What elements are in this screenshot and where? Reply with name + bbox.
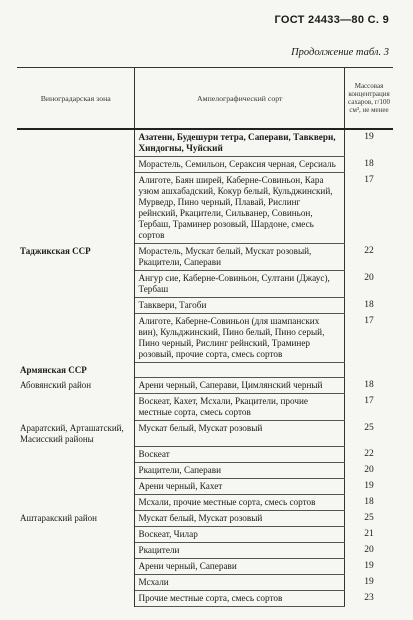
table-row <box>17 129 393 157</box>
table-row <box>17 575 393 591</box>
zone-cell <box>17 495 135 511</box>
variety-cell <box>135 363 345 378</box>
table-row <box>17 244 393 271</box>
zone-cell <box>17 298 135 314</box>
table-row <box>17 314 393 363</box>
page-header-standard: ГОСТ 24433—80 С. 9 <box>274 14 389 26</box>
zone-cell <box>17 394 135 421</box>
zone-cell: Аштаракский район <box>17 511 135 527</box>
variety-cell: Ркацители, Саперави <box>135 463 345 479</box>
zone-cell <box>17 447 135 463</box>
table-row <box>17 271 393 298</box>
zone-cell: Таджикская ССР <box>17 244 135 271</box>
table-row <box>17 157 393 173</box>
sugar-value-cell: 18 <box>364 299 374 310</box>
table-row <box>17 511 393 527</box>
sugar-value-cell: 19 <box>364 560 374 571</box>
zone-cell: Араратский, Арташатский, Масисский районы <box>17 421 135 447</box>
sugar-value-cell: 21 <box>364 528 374 539</box>
table-row <box>17 495 393 511</box>
table-row <box>17 421 393 447</box>
sugar-value-cell: 19 <box>364 480 374 491</box>
sugar-value-cell <box>345 363 393 378</box>
variety-cell: Мсхали, прочие местные сорта, смесь сортов <box>135 495 345 511</box>
sugar-value-cell: 18 <box>364 158 374 169</box>
zone-cell <box>17 543 135 559</box>
zone-cell <box>17 479 135 495</box>
sugar-value-cell: 18 <box>364 379 374 390</box>
variety-cell: Арени черный, Саперави, Цимлянский черный <box>135 378 345 394</box>
table-row <box>17 363 393 378</box>
variety-cell: Алиготе, Баян ширей, Каберне-Совиньон, Кара узюм ашхабадский, Кокур белый, Кульджинский, Мурведр, Пино черный, Плавай, Рислинг рейнский, Ркацители, Сильванер, Совиньон, Тербаш, Траминер розовый, Шардоне, смесь сортов <box>135 173 345 244</box>
sugar-value-cell: 18 <box>364 496 374 507</box>
column-header-variety: Ампелографический сорт <box>135 68 345 130</box>
sugar-value-cell: 25 <box>364 512 374 523</box>
table-continuation-label: Продолжение табл. 3 <box>291 47 389 58</box>
table-row <box>17 463 393 479</box>
variety-cell: Мсхали <box>135 575 345 591</box>
table-row <box>17 173 393 244</box>
variety-cell: Морастель, Мускат белый, Мускат розовый, Ркацители, Саперави <box>135 244 345 271</box>
zone-cell: Абовянский район <box>17 378 135 394</box>
variety-cell: Ангур сие, Каберне-Совиньон, Султани (Джаус), Тербаш <box>135 271 345 298</box>
variety-cell: Мускат белый, Мускат розовый <box>135 421 345 447</box>
column-header-sugar: Массовая концентрация сахаров, г/100 см³, не менее <box>345 68 393 130</box>
sugar-value-cell: 22 <box>364 448 374 459</box>
variety-cell: Алиготе, Каберне-Совиньон (для шампанских вин), Кульджинский, Пино белый, Пино серый, Пино черный, Рислинг рейнский, Траминер розовый, прочие сорта, смесь сортов <box>135 314 345 363</box>
table-row <box>17 559 393 575</box>
table-row <box>17 591 393 607</box>
table-header <box>17 68 393 130</box>
zone-cell <box>17 314 135 363</box>
table-row <box>17 543 393 559</box>
zone-cell <box>17 527 135 543</box>
variety-cell: Тавквери, Тагоби <box>135 298 345 314</box>
zone-cell: Армянская ССР <box>17 363 135 378</box>
zone-cell <box>17 271 135 298</box>
grape-varieties-table <box>17 67 393 607</box>
table-row <box>17 298 393 314</box>
table-body <box>17 129 393 607</box>
sugar-value-cell: 19 <box>364 576 374 587</box>
zone-cell <box>17 129 135 157</box>
table-row <box>17 378 393 394</box>
sugar-value-cell: 17 <box>364 174 374 185</box>
sugar-value-cell: 20 <box>364 464 374 475</box>
sugar-value-cell: 20 <box>364 272 374 283</box>
table-row <box>17 527 393 543</box>
variety-cell: Воскеат, Кахет, Мсхали, Ркацители, прочие местные сорта, смесь сортов <box>135 394 345 421</box>
sugar-value-cell: 17 <box>364 395 374 406</box>
sugar-value-cell: 17 <box>364 315 374 326</box>
table-row <box>17 479 393 495</box>
column-header-zone: Виноградарская зона <box>17 68 135 130</box>
zone-cell <box>17 575 135 591</box>
table-row <box>17 447 393 463</box>
zone-cell <box>17 591 135 607</box>
zone-cell <box>17 463 135 479</box>
variety-cell: Воскеат, Чилар <box>135 527 345 543</box>
variety-cell: Азатени, Будешури тетра, Саперави, Тавквери, Хиндогны, Чуйский <box>135 129 345 157</box>
sugar-value-cell: 25 <box>364 422 374 433</box>
sugar-value-cell: 20 <box>364 544 374 555</box>
sugar-value-cell: 19 <box>345 129 393 157</box>
variety-cell: Ркацители <box>135 543 345 559</box>
zone-cell <box>17 559 135 575</box>
variety-cell: Морастель, Семильон, Сераксия черная, Серсиаль <box>135 157 345 173</box>
sugar-value-cell: 22 <box>364 245 374 256</box>
variety-cell: Мускат белый, Мускат розовый <box>135 511 345 527</box>
variety-cell: Арени черный, Кахет <box>135 479 345 495</box>
table-row <box>17 394 393 421</box>
variety-cell: Прочие местные сорта, смесь сортов <box>135 591 345 607</box>
zone-cell <box>17 173 135 244</box>
zone-cell <box>17 157 135 173</box>
variety-cell: Воскеат <box>135 447 345 463</box>
sugar-value-cell: 23 <box>364 592 374 603</box>
variety-cell: Арени черный, Саперави <box>135 559 345 575</box>
